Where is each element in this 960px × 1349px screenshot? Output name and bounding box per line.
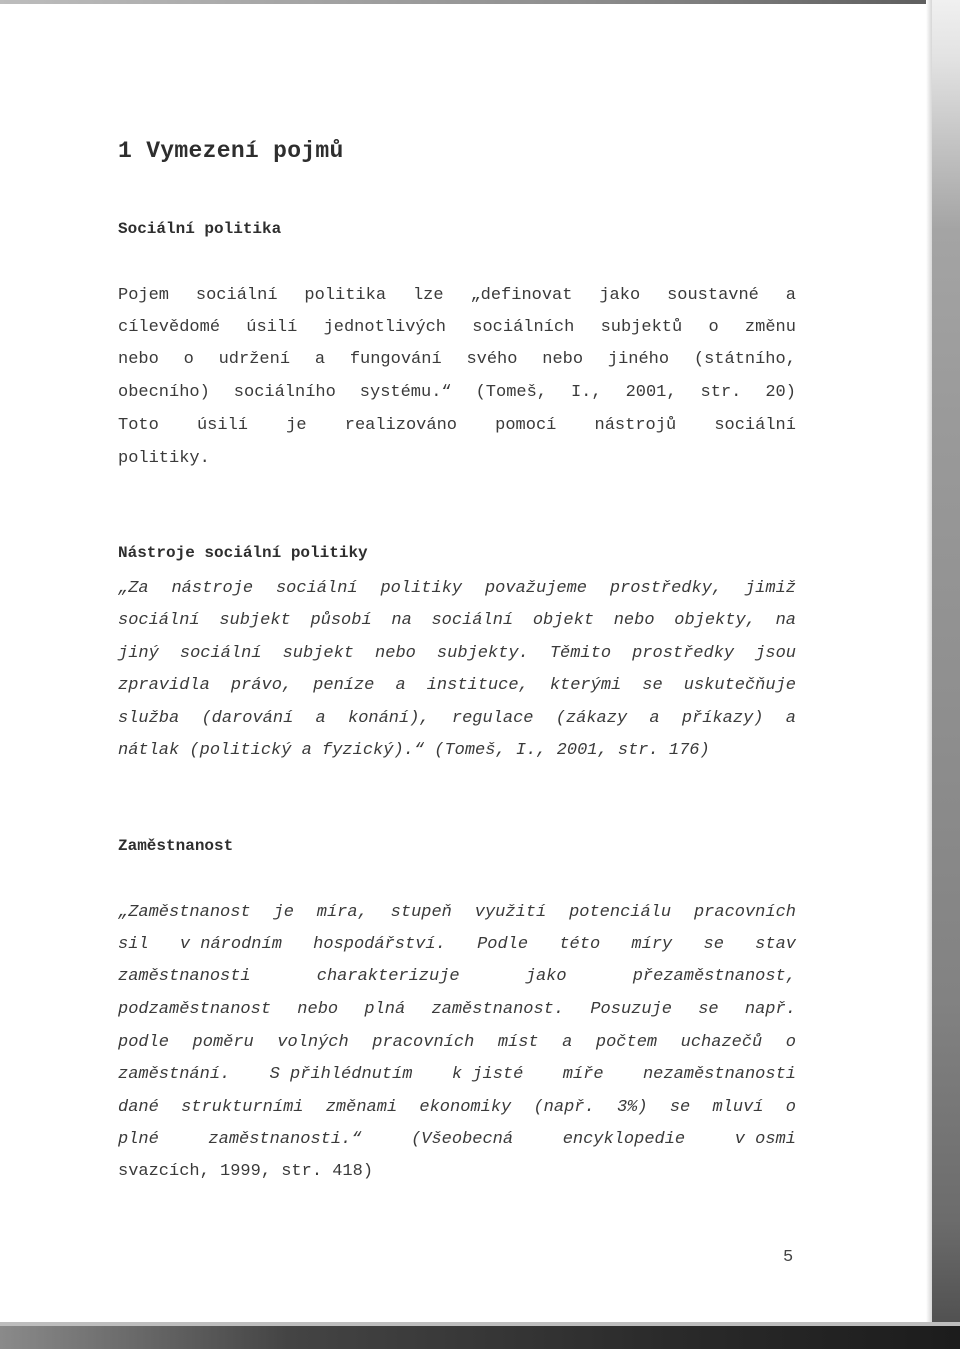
text-line bbox=[118, 416, 796, 435]
word: (Tomeš, bbox=[475, 383, 548, 402]
word: subjekt bbox=[282, 644, 354, 663]
text-line bbox=[118, 967, 796, 986]
word: sociální bbox=[275, 579, 358, 598]
word: se bbox=[669, 1098, 691, 1117]
word: o bbox=[708, 318, 719, 337]
word: sociálních bbox=[472, 318, 575, 337]
word: hospodářství. bbox=[313, 935, 446, 954]
word: zaměstnání. bbox=[118, 1065, 231, 1084]
word: míra, bbox=[316, 903, 368, 922]
word: S přihlédnutím bbox=[269, 1065, 413, 1084]
word: považujeme bbox=[484, 579, 588, 598]
word: jiného bbox=[607, 350, 670, 369]
word: subjekt bbox=[219, 611, 291, 630]
word: „Za bbox=[118, 579, 149, 598]
word: a bbox=[562, 1033, 573, 1052]
word: míst bbox=[497, 1033, 539, 1052]
word: působí bbox=[310, 611, 372, 630]
word: a bbox=[785, 709, 796, 728]
word: je bbox=[273, 903, 294, 922]
chapter-title: 1 Vymezení pojmů bbox=[118, 138, 344, 164]
word: pracovních bbox=[372, 1033, 475, 1052]
word: jako bbox=[525, 967, 567, 986]
section-heading-policy-tools: Nástroje sociální politiky bbox=[118, 544, 368, 562]
word: počtem bbox=[595, 1033, 658, 1052]
word: prostředky bbox=[632, 644, 735, 663]
word: peníze bbox=[313, 676, 375, 695]
word: právo, bbox=[230, 676, 293, 695]
text-line bbox=[118, 1130, 796, 1149]
word: objekty, bbox=[674, 611, 756, 630]
text-line bbox=[118, 935, 796, 954]
word: Těmito bbox=[549, 644, 612, 663]
word: str. bbox=[700, 383, 742, 402]
word: sociální bbox=[179, 644, 262, 663]
word: 20) bbox=[765, 383, 796, 402]
word: sociální bbox=[118, 611, 200, 630]
word: a bbox=[785, 286, 796, 305]
word: jiný bbox=[118, 644, 159, 663]
word: úsilí bbox=[196, 416, 248, 435]
word: „Zaměstnanost bbox=[118, 903, 251, 922]
word: instituce, bbox=[426, 676, 529, 695]
text-line bbox=[118, 676, 796, 695]
word: Posuzuje bbox=[590, 1000, 672, 1019]
word: mluví bbox=[712, 1098, 764, 1117]
word: podle bbox=[118, 1033, 170, 1052]
text-line bbox=[118, 1033, 796, 1052]
word: 3%) bbox=[616, 1098, 648, 1117]
word: (zákazy bbox=[555, 709, 628, 728]
word: o bbox=[785, 1033, 796, 1052]
word: Pojem bbox=[118, 286, 170, 305]
text-line bbox=[118, 709, 796, 728]
word: (např. bbox=[533, 1098, 595, 1117]
word: příkazy) bbox=[681, 709, 764, 728]
word: regulace bbox=[451, 709, 534, 728]
word: se bbox=[642, 676, 663, 695]
text-line: politiky. bbox=[118, 449, 210, 468]
word: a bbox=[395, 676, 406, 695]
word: konání), bbox=[348, 709, 430, 728]
text-line bbox=[118, 903, 796, 922]
word: volných bbox=[277, 1033, 349, 1052]
word: sociální bbox=[714, 416, 796, 435]
word: sociální bbox=[195, 286, 278, 305]
word: jsou bbox=[755, 644, 796, 663]
text-line bbox=[118, 1098, 796, 1117]
word: podzaměstnanost bbox=[118, 1000, 272, 1019]
page-number: 5 bbox=[783, 1248, 794, 1267]
word: objekt bbox=[532, 611, 595, 630]
text-line bbox=[118, 579, 796, 598]
word: nebo bbox=[542, 350, 584, 369]
text-line: svazcích, 1999, str. 418) bbox=[118, 1162, 374, 1181]
word: jednotlivých bbox=[323, 318, 446, 337]
word: této bbox=[559, 935, 601, 954]
word: se bbox=[698, 1000, 719, 1019]
word: v národním bbox=[179, 935, 282, 954]
word: stupeň bbox=[390, 903, 452, 922]
word: k jisté bbox=[451, 1065, 524, 1084]
word: systému.“ bbox=[359, 383, 452, 402]
word: lze bbox=[412, 286, 444, 305]
word: nebo bbox=[613, 611, 655, 630]
word: plné bbox=[118, 1130, 159, 1149]
word: nebo bbox=[118, 350, 159, 369]
word: 2001, bbox=[625, 383, 677, 402]
word: poměru bbox=[192, 1033, 254, 1052]
word: realizováno bbox=[344, 416, 457, 435]
text-line bbox=[118, 644, 796, 663]
word: nezaměstnanosti bbox=[642, 1065, 796, 1084]
word: využití bbox=[474, 903, 547, 922]
word: prostředky, bbox=[609, 579, 723, 598]
word: služba bbox=[118, 709, 180, 728]
word: sil bbox=[118, 935, 149, 954]
word: I., bbox=[570, 383, 602, 402]
word: jako bbox=[599, 286, 641, 305]
word: (darování bbox=[201, 709, 294, 728]
text-line: nátlak (politický a fyzický).“ (Tomeš, I., 2001, str. 176) bbox=[118, 741, 710, 760]
word: sociální bbox=[431, 611, 514, 630]
word: se bbox=[703, 935, 724, 954]
text-line bbox=[118, 611, 796, 630]
word: zaměstnanosti.“ bbox=[208, 1130, 362, 1149]
word: na bbox=[391, 611, 412, 630]
word: plná bbox=[364, 1000, 406, 1019]
word: přezaměstnanost, bbox=[632, 967, 796, 986]
word: strukturními bbox=[181, 1098, 304, 1117]
word: v osmi bbox=[734, 1130, 796, 1149]
word: a bbox=[649, 709, 660, 728]
word: o bbox=[785, 1098, 796, 1117]
section-heading-employment: Zaměstnanost bbox=[118, 837, 234, 855]
word: a bbox=[314, 350, 326, 369]
word: potenciálu bbox=[569, 903, 672, 922]
word: nástrojů bbox=[594, 416, 677, 435]
word: Toto bbox=[118, 416, 159, 435]
word: zaměstnanost. bbox=[431, 1000, 565, 1019]
word: nebo bbox=[375, 644, 416, 663]
word: nástroje bbox=[171, 579, 254, 598]
text-line bbox=[118, 318, 796, 337]
text-line bbox=[118, 1000, 796, 1019]
word: dané bbox=[118, 1098, 159, 1117]
word: změnami bbox=[325, 1098, 398, 1117]
word: pomocí bbox=[495, 416, 557, 435]
word: např. bbox=[744, 1000, 796, 1019]
word: míře bbox=[562, 1065, 604, 1084]
word: subjektů bbox=[600, 318, 683, 337]
word: (Všeobecná bbox=[411, 1130, 514, 1149]
word: soustavné bbox=[667, 286, 759, 305]
word: nebo bbox=[297, 1000, 339, 1019]
word: uskutečňuje bbox=[683, 676, 796, 695]
word: udržení bbox=[218, 350, 291, 369]
word: zpravidla bbox=[118, 676, 210, 695]
word: cílevědomé bbox=[118, 318, 221, 337]
word: a bbox=[315, 709, 326, 728]
word: subjekty. bbox=[436, 644, 529, 663]
word: (státního, bbox=[693, 350, 796, 369]
word: politiky bbox=[380, 579, 463, 598]
word: obecního) bbox=[118, 383, 210, 402]
scan-bottom-edge bbox=[0, 1326, 960, 1349]
scan-top-edge bbox=[0, 0, 960, 4]
word: fungování bbox=[349, 350, 442, 369]
word: o bbox=[183, 350, 194, 369]
word: politika bbox=[304, 286, 387, 305]
word: ekonomiky bbox=[419, 1098, 512, 1117]
word: stav bbox=[755, 935, 796, 954]
word: je bbox=[286, 416, 307, 435]
word: míry bbox=[631, 935, 673, 954]
text-line bbox=[118, 383, 796, 402]
word: zaměstnanosti bbox=[118, 967, 251, 986]
word: encyklopedie bbox=[562, 1130, 686, 1149]
word: charakterizuje bbox=[316, 967, 460, 986]
word: změnu bbox=[744, 318, 796, 337]
word: úsilí bbox=[246, 318, 298, 337]
word: svého bbox=[466, 350, 518, 369]
text-line bbox=[118, 1065, 796, 1084]
word: pracovních bbox=[693, 903, 796, 922]
text-line bbox=[118, 286, 796, 305]
word: sociálního bbox=[233, 383, 336, 402]
word: jimiž bbox=[744, 579, 796, 598]
section-heading-social-policy: Sociální politika bbox=[118, 220, 282, 238]
scan-right-shadow bbox=[932, 0, 960, 1349]
word: na bbox=[775, 611, 796, 630]
word: kterými bbox=[549, 676, 622, 695]
word: Podle bbox=[477, 935, 529, 954]
word: „definovat bbox=[470, 286, 573, 305]
word: uchazečů bbox=[680, 1033, 763, 1052]
text-line bbox=[118, 350, 796, 369]
